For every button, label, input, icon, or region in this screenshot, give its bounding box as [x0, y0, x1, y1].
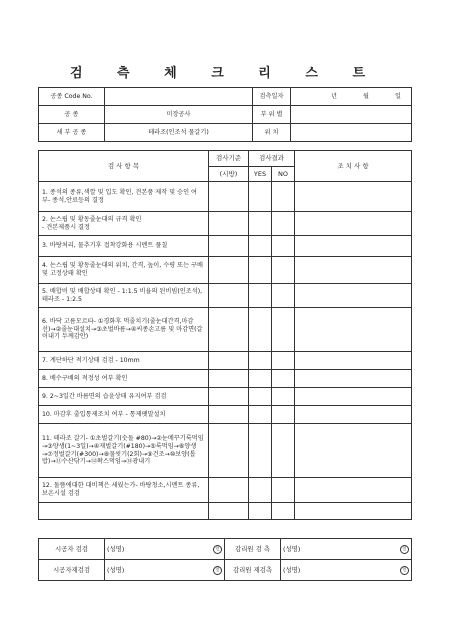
check-item: 9. 2~3일간 바름면의 습윤상태 유지여부 검검	[39, 388, 209, 406]
action-cell[interactable]	[295, 284, 412, 308]
yes-cell[interactable]	[249, 212, 272, 236]
no-cell[interactable]	[272, 257, 295, 284]
sign-field-1[interactable]	[105, 539, 225, 560]
check-item: 4. 논스립 및 황동줄눈대의 위치, 간격, 높이, 수평 또는 구배 및 고정상태 확인	[39, 257, 209, 284]
sign-field-3[interactable]	[105, 560, 225, 581]
col-standard-header: 검사기준	[209, 151, 249, 167]
sign-field-2[interactable]	[281, 539, 412, 560]
table-row	[39, 236, 412, 257]
table-row	[39, 478, 412, 503]
check-item: 12. 돌뜸에대한 대비책은 세웠는가- 바탕청소,시멘트 종류,보온시설 검검	[39, 478, 209, 503]
action-cell[interactable]	[295, 370, 412, 388]
standard-cell[interactable]	[209, 388, 249, 406]
date-year: 년	[331, 92, 337, 100]
detail-value[interactable]: 테라조(인조석 물갈기)	[105, 124, 253, 142]
seal-icon: 인	[400, 566, 409, 575]
seal-icon: 인	[400, 545, 409, 554]
yes-cell[interactable]	[249, 308, 272, 352]
work-value[interactable]: 미장공사	[105, 106, 253, 124]
check-item: 11. 테라조 갈기- ①초벌갈기(숫돌 #80)→②눈메꾸기룩먹임→③양생(1~3일)→④재벌갈기(#180)→⑤룩먹임→⑥양생→⑦정벌갈기(#300)→⑧물씻기(2회)→⑨건조→⑩보양(톱밥)→⑪수산닦기→⑫왁스먹임→⑬광내기	[39, 424, 209, 478]
col-standard-sub: (시방)	[209, 167, 249, 182]
yes-cell[interactable]	[249, 388, 272, 406]
no-cell[interactable]	[272, 284, 295, 308]
col-yes-header: YES	[249, 167, 272, 182]
yes-cell[interactable]	[249, 406, 272, 424]
yes-cell[interactable]	[249, 352, 272, 370]
yes-cell[interactable]	[249, 182, 272, 212]
yes-cell[interactable]	[249, 257, 272, 284]
work-label: 공 종	[39, 106, 105, 124]
no-cell[interactable]	[272, 478, 295, 503]
standard-cell[interactable]	[209, 424, 249, 478]
no-cell[interactable]	[272, 236, 295, 257]
sign-name-1: (성명)	[107, 544, 125, 553]
no-cell[interactable]	[272, 424, 295, 478]
no-cell[interactable]	[272, 182, 295, 212]
action-cell[interactable]	[295, 406, 412, 424]
code-value[interactable]	[105, 88, 253, 106]
action-cell[interactable]	[295, 236, 412, 257]
action-cell[interactable]	[295, 308, 412, 352]
check-item: 8. 배수구배의 적정성 여부 확인	[39, 370, 209, 388]
part-label: 부 위 별	[253, 106, 291, 124]
checklist-table	[38, 150, 412, 520]
no-cell[interactable]	[272, 212, 295, 236]
date-day: 일	[394, 92, 401, 100]
seal-icon: 인	[213, 545, 222, 554]
no-cell[interactable]	[272, 503, 295, 520]
table-row	[39, 284, 412, 308]
no-cell[interactable]	[272, 406, 295, 424]
standard-cell[interactable]	[209, 182, 249, 212]
yes-cell[interactable]	[249, 503, 272, 520]
yes-cell[interactable]	[249, 284, 272, 308]
table-row	[39, 308, 412, 352]
location-value[interactable]	[291, 124, 412, 142]
table-row	[39, 503, 412, 520]
check-item: 7. 계단하단 적기상태 검검 - 10mm	[39, 352, 209, 370]
table-row	[39, 370, 412, 388]
info-table	[38, 87, 412, 142]
sign-name-4: (성명)	[283, 565, 301, 574]
no-cell[interactable]	[272, 352, 295, 370]
seal-icon: 인	[213, 566, 222, 575]
standard-cell[interactable]	[209, 236, 249, 257]
table-row	[39, 406, 412, 424]
action-cell[interactable]	[295, 212, 412, 236]
sign-label-1: 시공자 검검	[39, 539, 105, 560]
table-row	[39, 212, 412, 236]
action-cell[interactable]	[295, 388, 412, 406]
action-cell[interactable]	[295, 352, 412, 370]
standard-cell[interactable]	[209, 257, 249, 284]
table-row	[39, 352, 412, 370]
standard-cell[interactable]	[209, 352, 249, 370]
table-row	[39, 424, 412, 478]
yes-cell[interactable]	[249, 236, 272, 257]
no-cell[interactable]	[272, 388, 295, 406]
standard-cell[interactable]	[209, 212, 249, 236]
col-result-header: 검사결과	[249, 151, 295, 167]
standard-cell[interactable]	[209, 478, 249, 503]
code-label: 공종 Code No.	[39, 88, 105, 106]
part-value[interactable]	[291, 106, 412, 124]
check-item: 3. 바탕처리, 물추기후 접착강화용 시멘트 풀칠	[39, 236, 209, 257]
location-label: 위 치	[253, 124, 291, 142]
sign-label-4: 감리원 재검측	[225, 560, 281, 581]
signature-table	[38, 538, 412, 581]
check-item: 10. 마감후 출입통제조치 여부 - 통제팻말설치	[39, 406, 209, 424]
col-action-header: 조 치 사 항	[295, 151, 412, 182]
action-cell[interactable]	[295, 503, 412, 520]
standard-cell[interactable]	[209, 406, 249, 424]
action-cell[interactable]	[295, 424, 412, 478]
date-label: 검측일자	[253, 88, 291, 106]
no-cell[interactable]	[272, 308, 295, 352]
sign-field-4[interactable]	[281, 560, 412, 581]
action-cell[interactable]	[295, 182, 412, 212]
check-item: 5. 배합비 및 배합상태 확인 - 1:1.5 비율의 된비빔(인조석), 테라조 - 1:2.5	[39, 284, 209, 308]
check-item	[39, 503, 209, 520]
detail-label: 세 부 공 종	[39, 124, 105, 142]
date-value[interactable]	[291, 88, 412, 106]
standard-cell[interactable]	[209, 308, 249, 352]
standard-cell[interactable]	[209, 503, 249, 520]
table-row	[39, 182, 412, 212]
table-row	[39, 388, 412, 406]
sign-name-2: (성명)	[283, 544, 301, 553]
action-cell[interactable]	[295, 478, 412, 503]
sign-name-3: (성명)	[107, 565, 125, 574]
table-row	[39, 257, 412, 284]
yes-cell[interactable]	[249, 370, 272, 388]
sign-label-3: 시공자재검검	[39, 560, 105, 581]
document-title: 검 측 체 크 리 스 트	[69, 66, 381, 81]
date-month: 월	[362, 92, 369, 100]
check-item: 1. 종석의 종류,색깔 및 입도 확인, 견본품 제작 및 승인 여부- 종석,안료등의 결정	[39, 182, 209, 212]
no-cell[interactable]	[272, 370, 295, 388]
yes-cell[interactable]	[249, 424, 272, 478]
check-item: 6. 바닥 고름모르타- ①경화후 먹줄치기(줄눈대간격,마감선)→②줄눈대설치→③초벌바름→④씨종손고름 및 마감면(갈이내기 두께감안)	[39, 308, 209, 352]
check-item: 2. 논스립 및 황동줄눈대의 규격 확인 - 견본제품시 결정	[39, 212, 209, 236]
col-no-header: NO	[272, 167, 295, 182]
action-cell[interactable]	[295, 257, 412, 284]
yes-cell[interactable]	[249, 478, 272, 503]
standard-cell[interactable]	[209, 370, 249, 388]
col-item-header: 검 사 항 목	[39, 151, 209, 182]
standard-cell[interactable]	[209, 284, 249, 308]
sign-label-2: 감리원 검 측	[225, 539, 281, 560]
